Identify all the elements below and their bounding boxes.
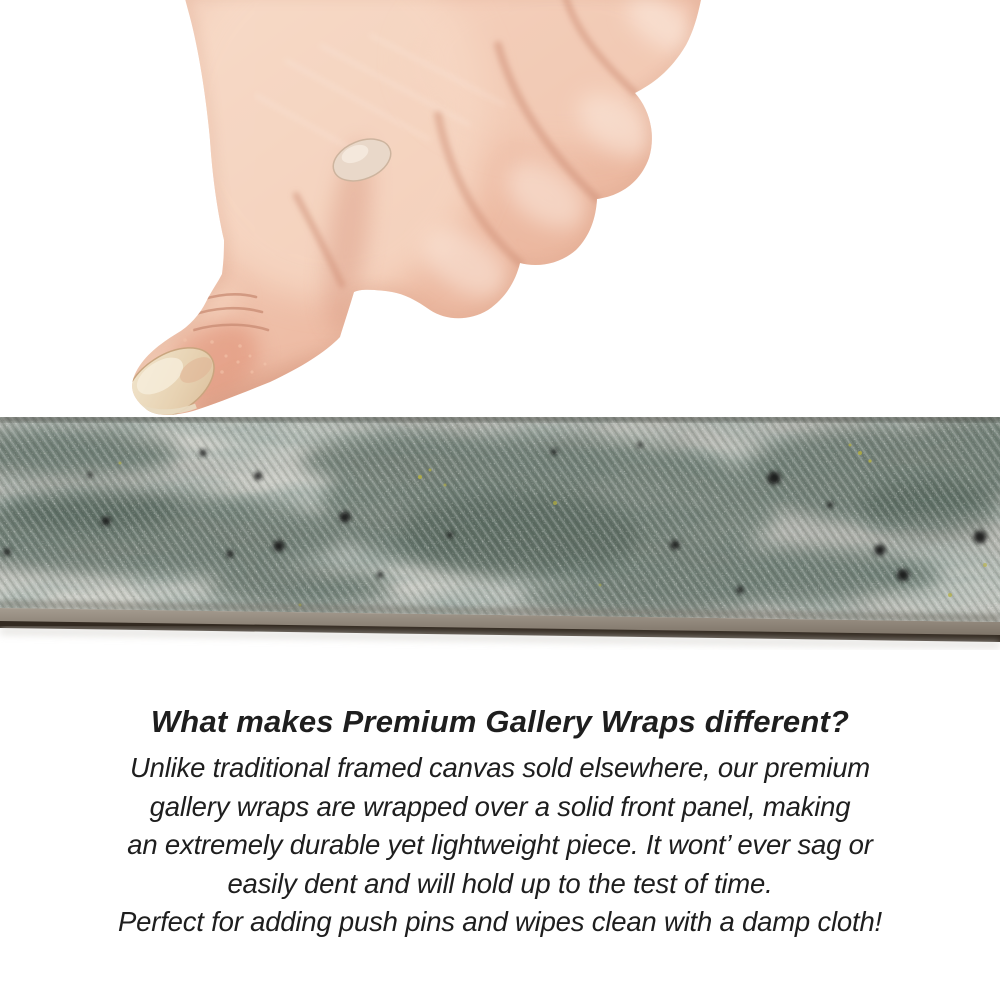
body-line-4: easily dent and will hold up to the test of time. xyxy=(227,867,773,899)
body-line-1: Unlike traditional framed canvas sold elsewhere, our premium xyxy=(129,752,870,783)
heading: What makes Premium Gallery Wraps different? xyxy=(150,704,850,739)
body-line-3: an extremely durable yet lightweight piece. It wont’ ever sag or xyxy=(127,829,873,860)
canvas-texture xyxy=(0,415,1000,627)
copy-block xyxy=(0,701,1000,942)
hand-photo xyxy=(0,0,1000,440)
body-line-2: gallery wraps are wrapped over a solid front panel, making xyxy=(149,790,851,822)
body-line-5: Perfect for adding push pins and wipes clean with a damp cloth! xyxy=(118,906,882,937)
canvas-strip xyxy=(0,415,1000,650)
